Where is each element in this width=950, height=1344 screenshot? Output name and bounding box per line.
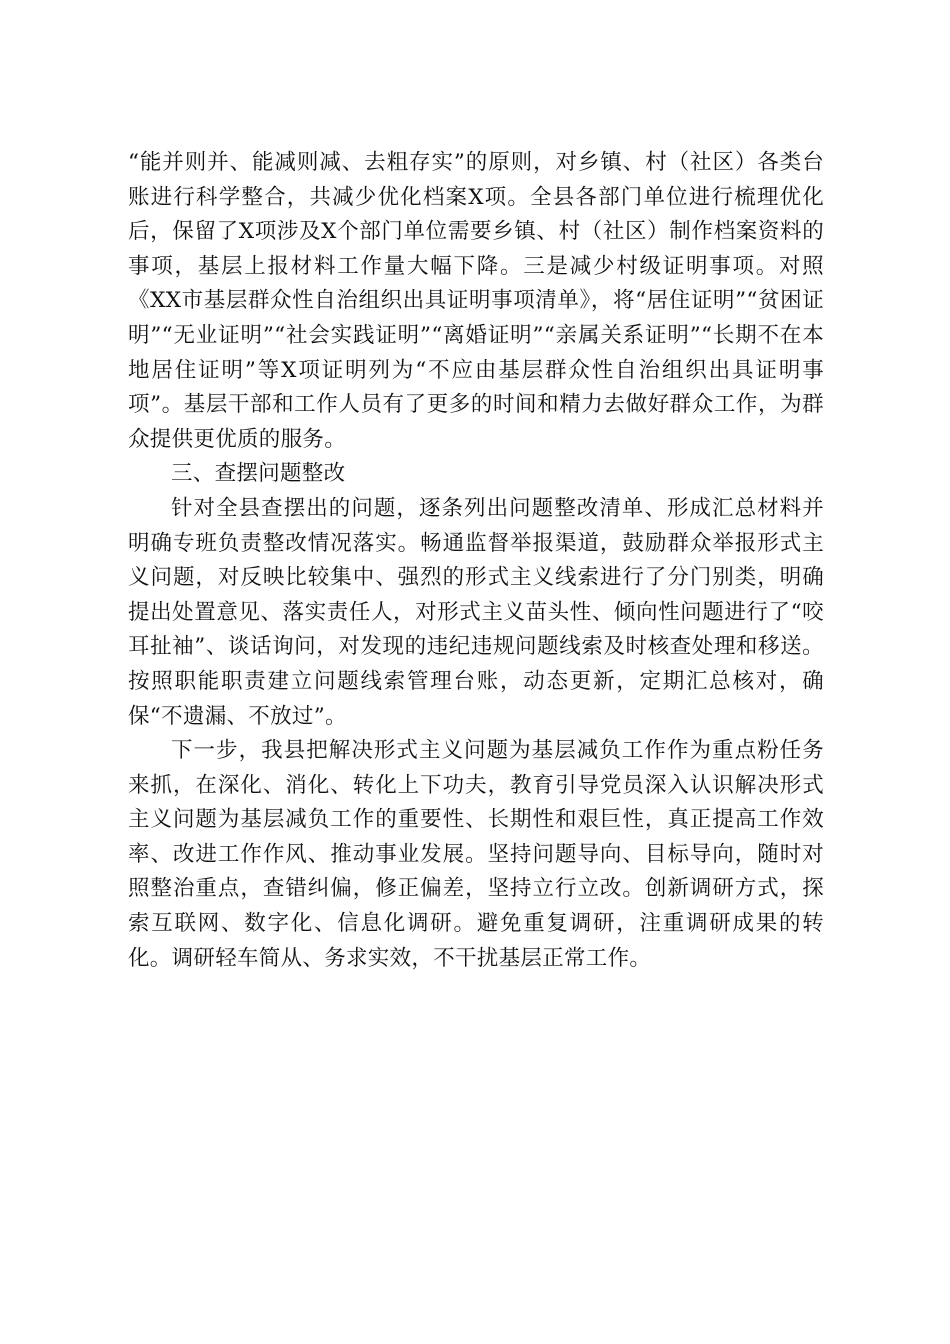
section-heading: 三、查摆问题整改 [171,461,346,487]
paragraph-next-step: 下一步，我县把解决形式主义问题为基层减负工作作为重点粉任务来抓，在深化、消化、转化上下功夫，教育引导党员深入认识解决形式主义问题为基层减负工作的重要性、长期性和艰巨性，真正提高工作效率、改进工作作风、推动事业发展。坚持问题导向、目标导向，随时对照整治重点，查错纠偏，修正偏差，坚持立行立改。创新调研方式，探索互联网、数字化、信息化调研。避免重复调研，注重调研成果的转化。调研轻车简从、务求实效，不干扰基层正常工作。 [128,738,824,971]
paragraph-continued: “能并则并、能减则减、去粗存实”的原则，对乡镇、村（社区）各类台账进行科学整合，共减少优化档案X项。全县各部门单位进行梳理优化后，保留了X项涉及X个部门单位需要乡镇、村（社区）制作档案资料的事项，基层上报材料工作量大幅下降。三是减少村级证明事项。对照《XX市基层群众性自治组织出具证明事项清单》，将“居住证明”“贫困证明”“无业证明”“社会实践证明”“离婚证明”“亲属关系证明”“长期不在本地居住证明”等X项证明列为“不应由基层群众性自治组织出具证明事项”。基层干部和工作人员有了更多的时间和精力去做好群众工作，为群众提供更优质的服务。 [128,150,824,452]
document-body [128,146,824,976]
paragraph-rectification: 针对全县查摆出的问题，逐条列出问题整改清单、形成汇总材料并明确专班负责整改情况落实。畅通监督举报渠道，鼓励群众举报形式主义问题，对反映比较集中、强烈的形式主义线索进行了分门别类，明确提出处置意见、落实责任人，对形式主义苗头性、倾向性问题进行了“咬耳扯袖”、谈话询问，对发现的违纪违规问题线索及时核查处理和移送。按照职能职责建立问题线索管理台账，动态更新，定期汇总核对，确保“不遗漏、不放过”。 [128,495,824,729]
